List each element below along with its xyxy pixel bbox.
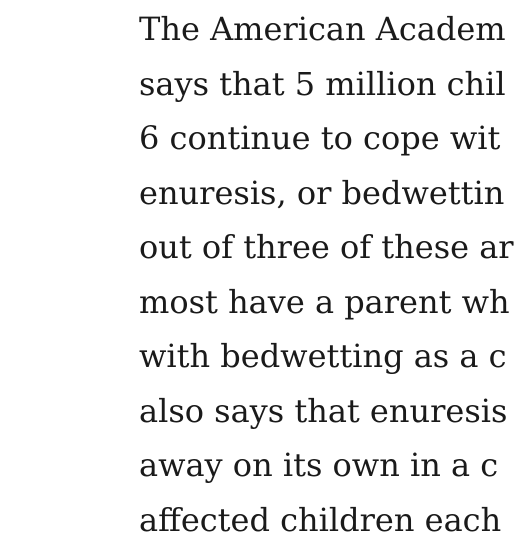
text-line: affected children each bbox=[139, 493, 514, 547]
article-paragraph bbox=[139, 2, 514, 547]
text-line: enuresis, or bedwettin bbox=[139, 166, 514, 221]
text-line: also says that enuresis bbox=[139, 384, 514, 439]
text-line: away on its own in a c bbox=[139, 438, 514, 493]
text-line: says that 5 million chil bbox=[139, 57, 514, 112]
text-line: out of three of these ar bbox=[139, 220, 514, 275]
text-line: with bedwetting as a c bbox=[139, 329, 514, 384]
text-line: most have a parent wh bbox=[139, 275, 514, 330]
text-line: 6 continue to cope wit bbox=[139, 111, 514, 166]
text-line: The American Academ bbox=[139, 2, 514, 57]
